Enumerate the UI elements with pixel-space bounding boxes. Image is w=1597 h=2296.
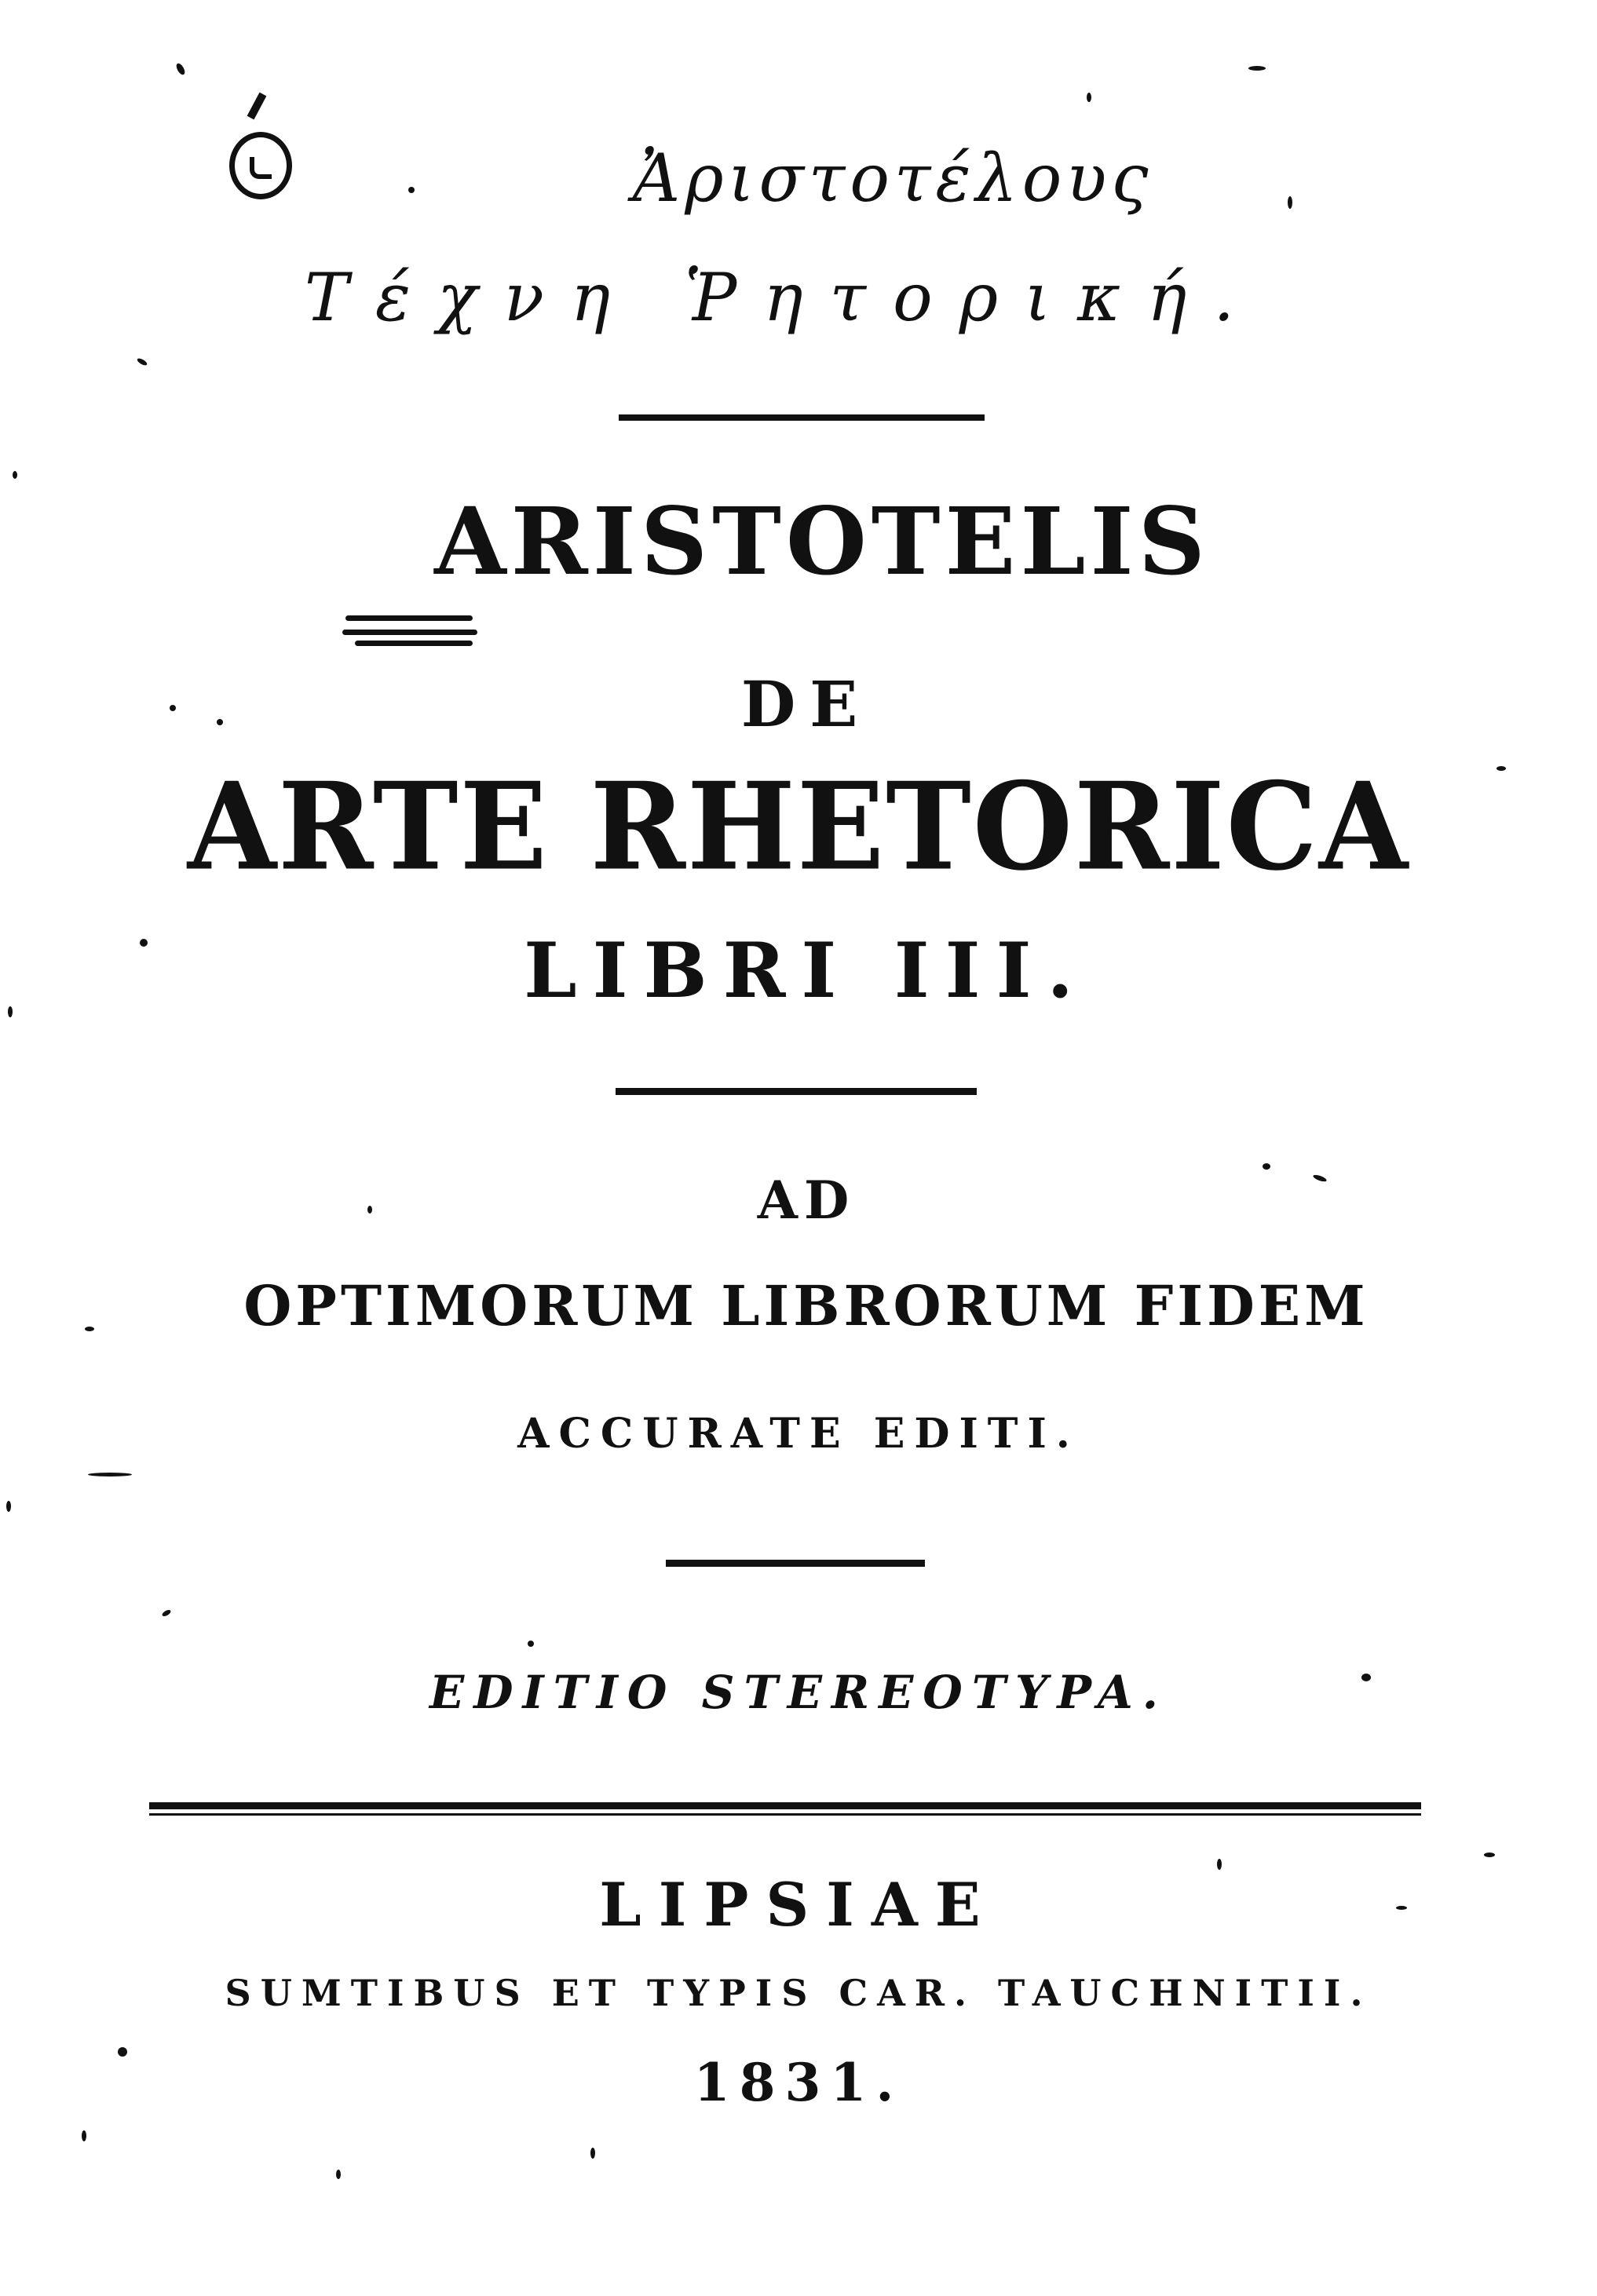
scan-speck xyxy=(140,939,148,947)
edition-accurate: ACCURATE EDITI. xyxy=(517,1410,1080,1458)
handwritten-accent-mark xyxy=(247,93,267,120)
scan-speck xyxy=(217,719,223,725)
handwritten-underline-2 xyxy=(342,630,477,635)
scan-speck xyxy=(528,1641,534,1647)
divider-rule-1 xyxy=(619,414,985,421)
scan-speck xyxy=(85,1327,94,1331)
title-arte-rhetorica: ARTE RHETORICA xyxy=(187,756,1410,898)
scan-speck xyxy=(1484,1852,1495,1857)
title-de: DE xyxy=(740,667,872,741)
scan-speck xyxy=(367,1206,372,1214)
scan-speck xyxy=(13,471,17,479)
imprint-printer: SUMTIBUS ET TYPIS CAR. TAUCHNITII. xyxy=(225,1972,1372,2014)
handwritten-underline-1 xyxy=(345,615,473,621)
imprint-year: 1831. xyxy=(693,2052,904,2113)
scan-speck xyxy=(408,187,415,193)
scan-speck xyxy=(590,2148,595,2159)
scan-speck xyxy=(6,1501,11,1512)
greek-title-line-2: Τέχνη Ῥητορική. xyxy=(304,259,1262,336)
edition-ad: AD xyxy=(757,1170,856,1231)
scan-speck xyxy=(118,2047,127,2057)
scan-speck xyxy=(136,357,148,367)
imprint-place: LIPSIAE xyxy=(599,1870,998,1940)
scan-speck xyxy=(1396,1906,1407,1910)
scan-speck xyxy=(1361,1674,1371,1681)
scan-speck xyxy=(1497,766,1506,771)
greek-title-line-1: Ἀριστοτέλους xyxy=(632,140,1153,217)
scan-speck xyxy=(82,2130,86,2141)
scan-speck xyxy=(1248,66,1266,71)
scan-speck xyxy=(175,62,187,76)
divider-rule-4-underline xyxy=(149,1813,1421,1816)
author-name: ARISTOTELIS xyxy=(434,487,1210,596)
scan-speck xyxy=(1087,93,1091,102)
scan-speck xyxy=(88,1473,132,1477)
scan-speck xyxy=(161,1608,171,1617)
edition-fidem: OPTIMORUM LIBRORUM FIDEM xyxy=(243,1273,1369,1338)
divider-rule-2 xyxy=(616,1088,977,1095)
stereotype-note: EDITIO STEREOTYPA. xyxy=(429,1666,1168,1719)
scan-speck xyxy=(336,2170,341,2179)
scan-speck xyxy=(1217,1859,1222,1870)
scan-speck xyxy=(1288,196,1292,209)
scan-speck xyxy=(170,705,176,711)
divider-rule-4 xyxy=(149,1802,1421,1809)
title-libri: LIBRI III. xyxy=(524,926,1089,1015)
scan-speck xyxy=(8,1006,13,1017)
divider-rule-3 xyxy=(666,1560,925,1567)
handwritten-underline-3 xyxy=(355,641,473,646)
scan-speck xyxy=(1263,1163,1270,1170)
